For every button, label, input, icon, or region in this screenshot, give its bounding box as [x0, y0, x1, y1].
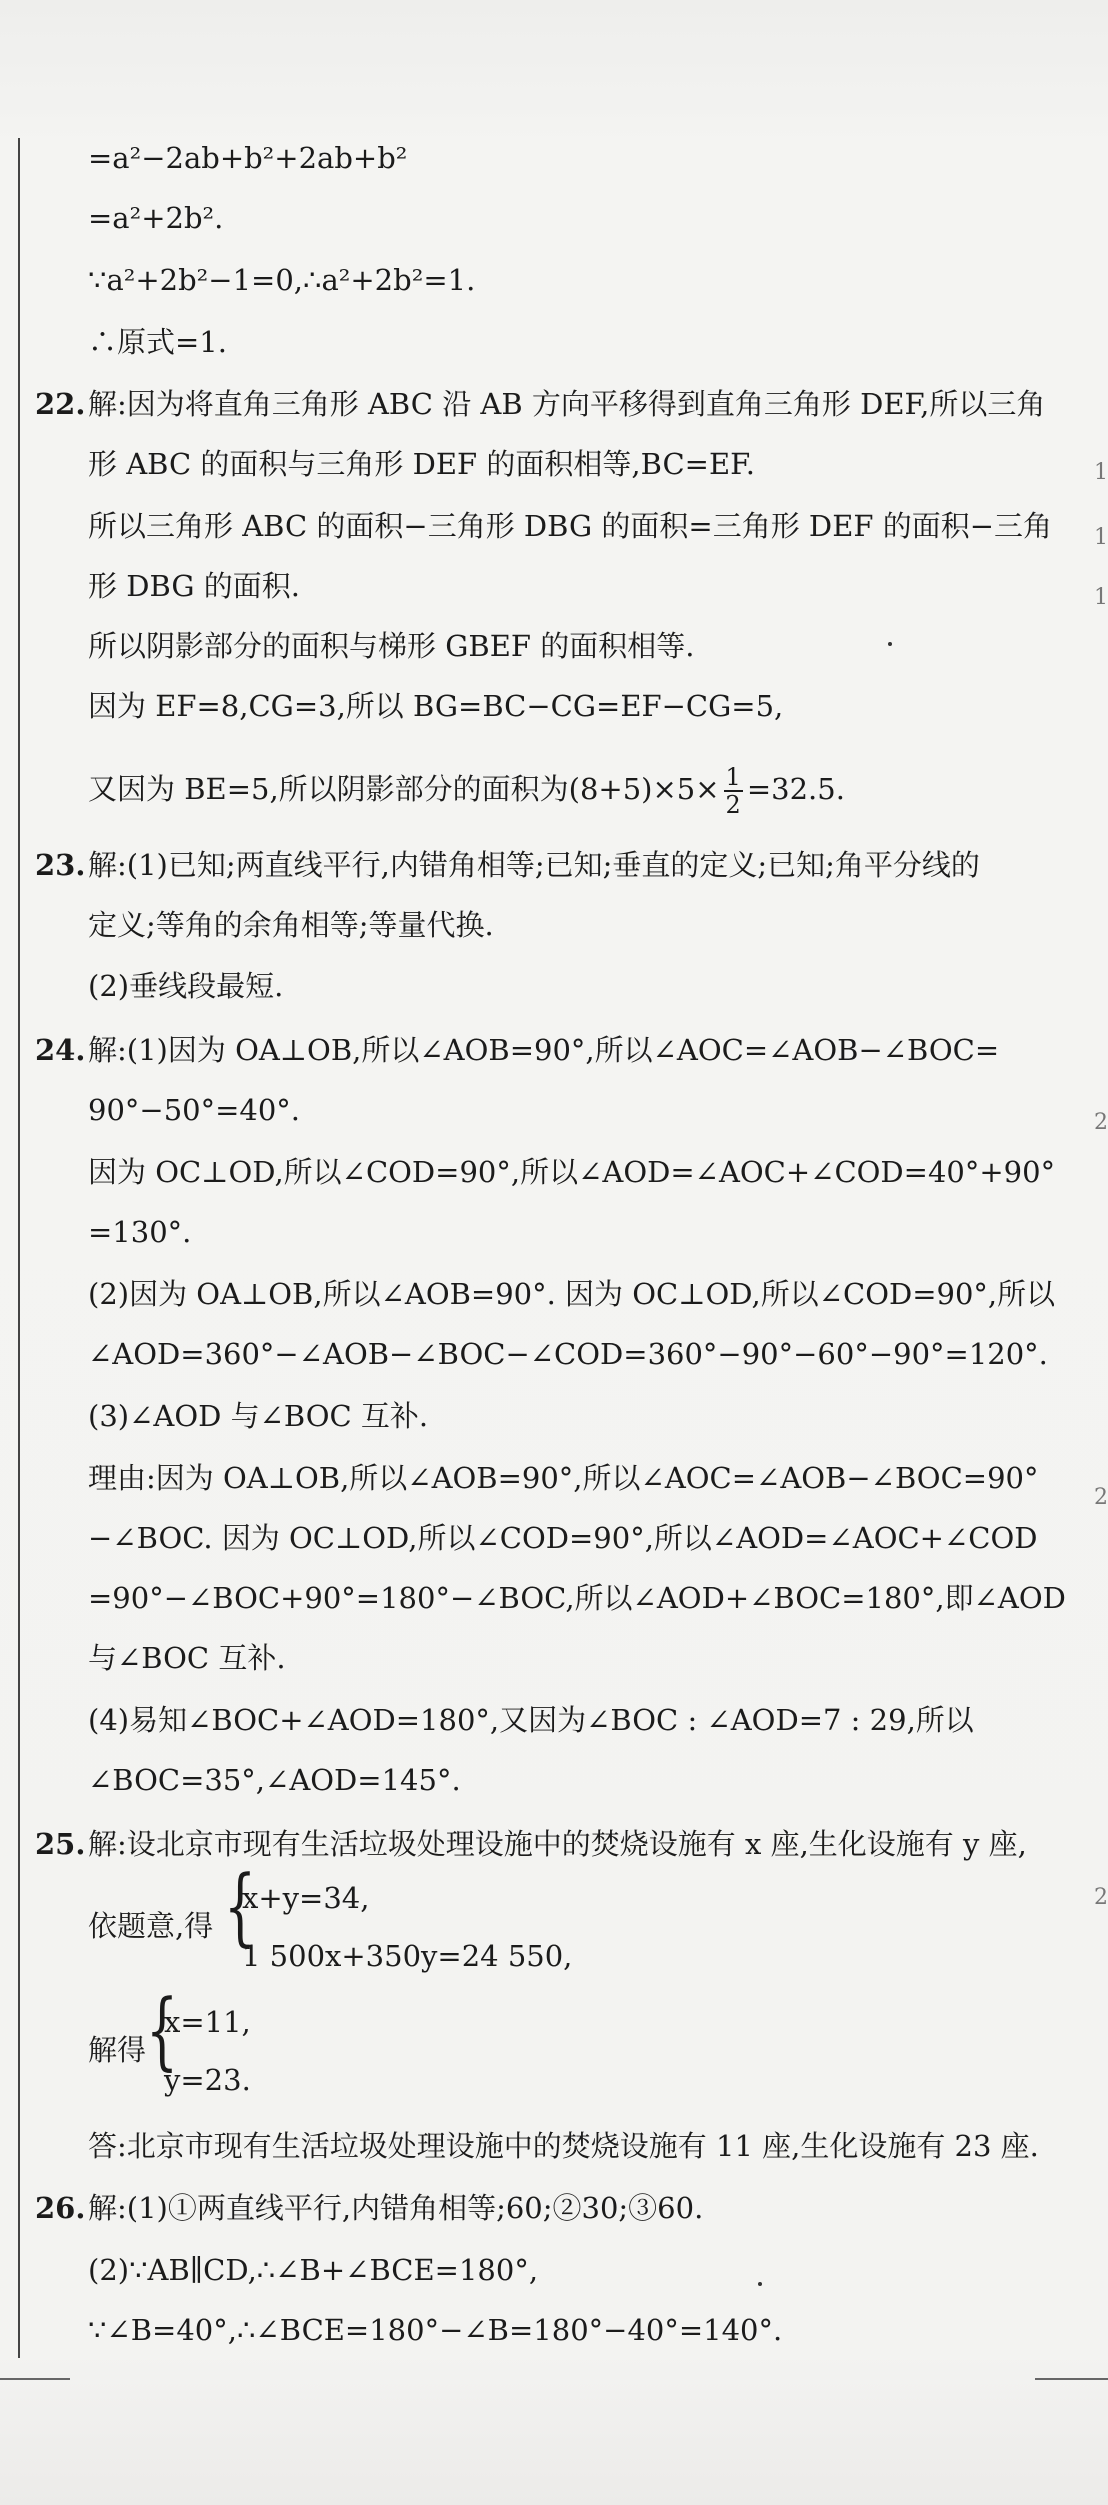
text-line: 所以三角形 ABC 的面积−三角形 DBG 的面积=三角形 DEF 的面积−三角	[88, 509, 1052, 543]
text-line: 解:(1)因为 OA⊥OB,所以∠AOB=90°,所以∠AOC=∠AOB−∠BOC=	[88, 1033, 1000, 1067]
question-number: 24.	[35, 1033, 86, 1067]
edge-mark: 2	[1094, 1110, 1108, 1135]
text-line: 解:设北京市现有生活垃圾处理设施中的焚烧设施有 x 座,生化设施有 y 座,	[88, 1827, 1027, 1861]
text-line: 因为 OC⊥OD,所以∠COD=90°,所以∠AOD=∠AOC+∠COD=40°+90°	[88, 1155, 1056, 1189]
margin-line	[18, 138, 20, 2358]
text-line: 因为 EF=8,CG=3,所以 BG=BC−CG=EF−CG=5,	[88, 689, 784, 723]
bottom-rule-left	[0, 2378, 70, 2380]
fraction-numerator: 1	[725, 763, 741, 791]
equation: x=11,	[164, 2005, 251, 2039]
text-line: 依题意,得	[88, 1909, 214, 1943]
text-line: ∠BOC=35°,∠AOD=145°.	[88, 1763, 461, 1797]
text-line-with-fraction	[88, 764, 1078, 818]
text-segment: =32.5.	[746, 772, 845, 806]
text-line: 解得	[88, 2033, 147, 2067]
text-line: 定义;等角的余角相等;等量代换.	[88, 908, 494, 942]
bottom-rule-right	[1035, 2378, 1108, 2380]
text-line: 形 DBG 的面积.	[88, 569, 300, 603]
question-number: 22.	[35, 387, 86, 421]
text-line: 形 ABC 的面积与三角形 DEF 的面积相等,BC=EF.	[88, 447, 755, 481]
text-line: ∠AOD=360°−∠AOB−∠BOC−∠COD=360°−90°−60°−90°=120°.	[88, 1337, 1048, 1371]
text-line: ∵∠B=40°,∴∠BCE=180°−∠B=180°−40°=140°.	[88, 2313, 783, 2347]
equation: y=23.	[164, 2063, 251, 2097]
question-number: 25.	[35, 1827, 86, 1861]
text-line: 所以阴影部分的面积与梯形 GBEF 的面积相等.	[88, 629, 695, 663]
equation: 1 500x+350y=24 550,	[242, 1939, 573, 1973]
fraction-denominator: 2	[725, 791, 741, 819]
equation: x+y=34,	[242, 1881, 370, 1915]
system-brace: {	[146, 1981, 179, 2079]
text-line: (2)因为 OA⊥OB,所以∠AOB=90°. 因为 OC⊥OD,所以∠COD=90°,所以	[88, 1277, 1056, 1311]
text-line: =90°−∠BOC+90°=180°−∠BOC,所以∠AOD+∠BOC=180°,即∠AOD	[88, 1581, 1066, 1615]
question-number: 26.	[35, 2191, 86, 2225]
text-line: −∠BOC. 因为 OC⊥OD,所以∠COD=90°,所以∠AOD=∠AOC+∠COD	[88, 1521, 1038, 1555]
text-line: =130°.	[88, 1215, 192, 1249]
text-line: 90°−50°=40°.	[88, 1093, 301, 1127]
text-line: =a²−2ab+b²+2ab+b²	[88, 141, 408, 175]
edge-mark: 1	[1094, 585, 1108, 610]
fraction	[724, 764, 743, 818]
text-line: (4)易知∠BOC+∠AOD=180°,又因为∠BOC : ∠AOD=7 : 29,所以	[88, 1703, 974, 1737]
text-line: (2)∵AB∥CD,∴∠B+∠BCE=180°,	[88, 2253, 539, 2287]
text-line: 与∠BOC 互补.	[88, 1641, 286, 1675]
text-line: (2)垂线段最短.	[88, 969, 284, 1003]
text-line: ∴原式=1.	[88, 325, 227, 359]
question-number: 23.	[35, 848, 86, 882]
text-line: ∵a²+2b²−1=0,∴a²+2b²=1.	[88, 263, 476, 297]
text-line: (3)∠AOD 与∠BOC 互补.	[88, 1399, 429, 1433]
text-line: 答:北京市现有生活垃圾处理设施中的焚烧设施有 11 座,生化设施有 23 座.	[88, 2129, 1039, 2163]
system-brace: {	[224, 1857, 257, 1955]
edge-mark: 2	[1094, 1885, 1108, 1910]
text-line: 解:(1)①两直线平行,内错角相等;60;②30;③60.	[88, 2191, 704, 2225]
edge-mark: 1	[1094, 525, 1108, 550]
text-line: 理由:因为 OA⊥OB,所以∠AOB=90°,所以∠AOC=∠AOB−∠BOC=90°	[88, 1461, 1039, 1495]
text-segment: 又因为 BE=5,所以阴影部分的面积为(8+5)×5×	[88, 772, 720, 806]
text-line: 解:因为将直角三角形 ABC 沿 AB 方向平移得到直角三角形 DEF,所以三角	[88, 387, 1046, 421]
edge-mark: 1	[1094, 460, 1108, 485]
edge-mark: 2	[1094, 1485, 1108, 1510]
text-line: =a²+2b².	[88, 201, 224, 235]
text-line: 解:(1)已知;两直线平行,内错角相等;已知;垂直的定义;已知;角平分线的	[88, 848, 980, 882]
